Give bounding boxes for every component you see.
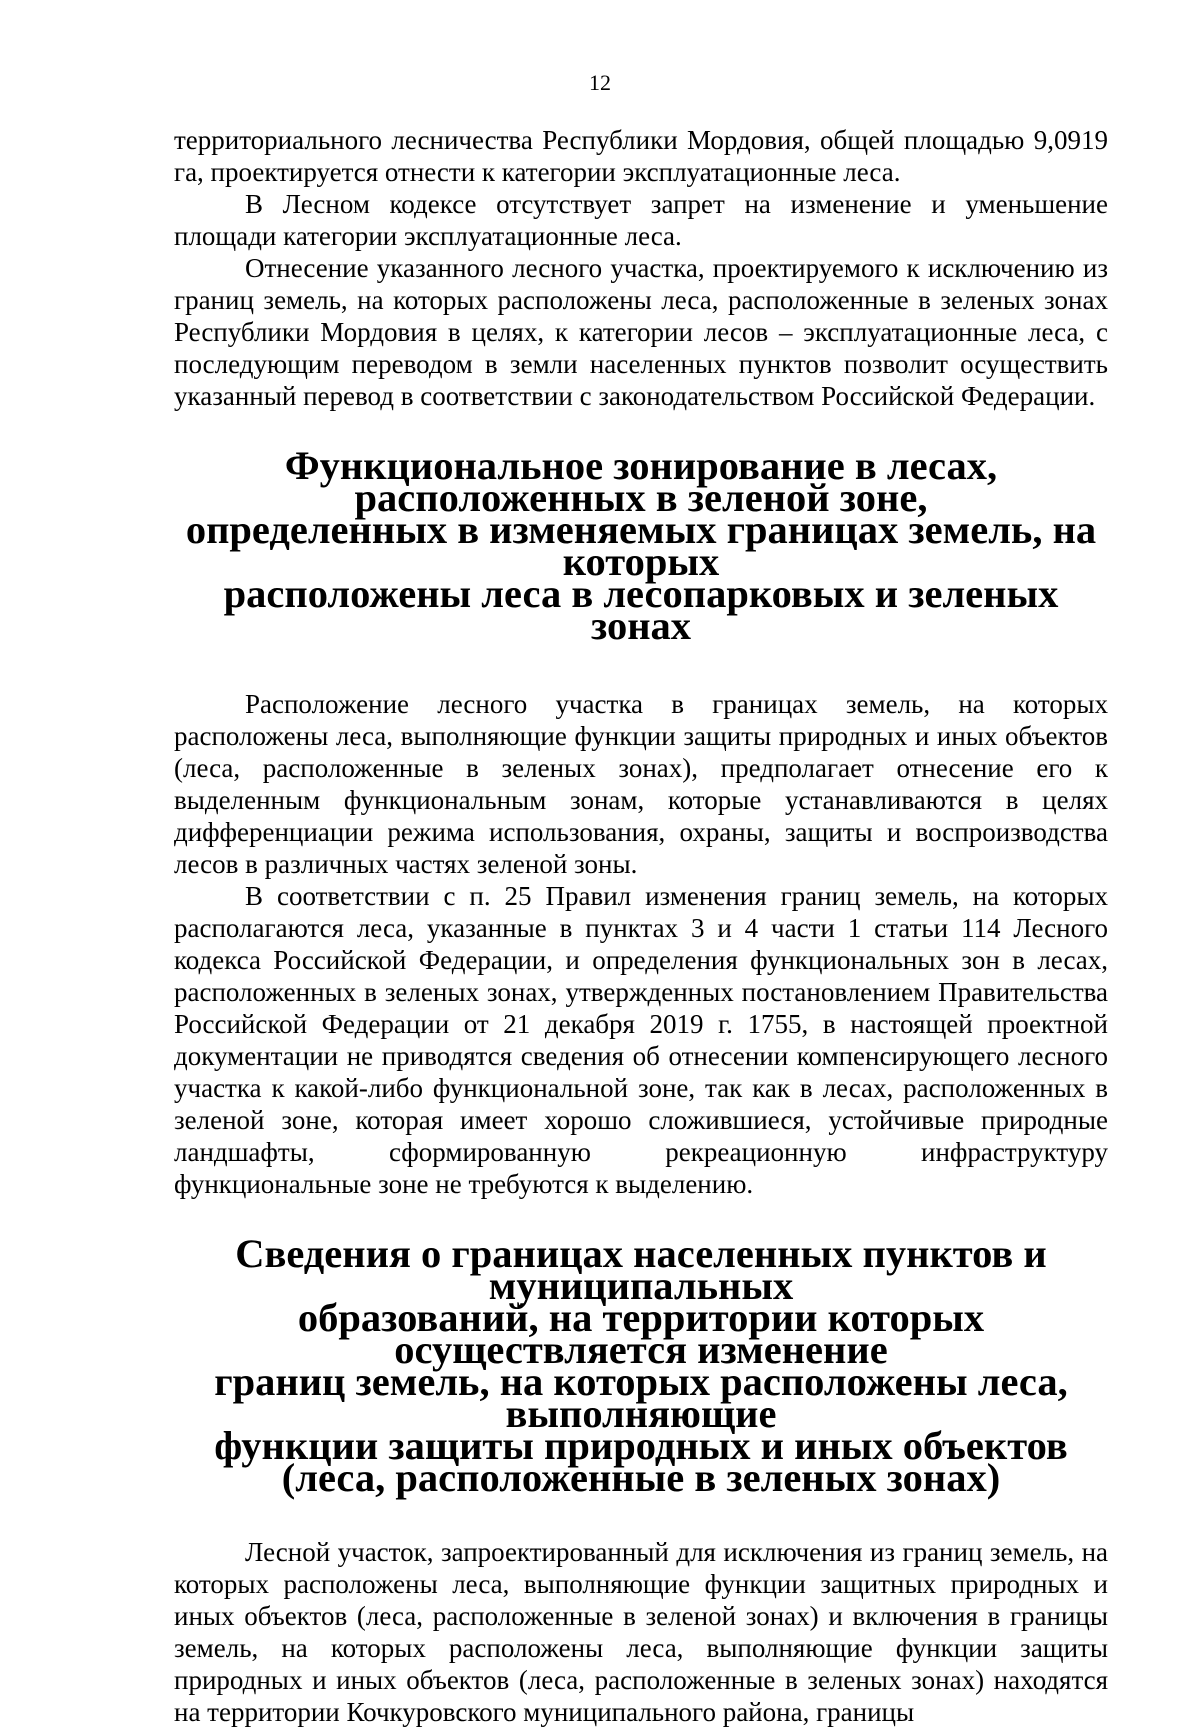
heading-line: Функциональное зонирование в лесах, расположенных в зеленой зоне, [284,443,998,520]
section-heading-boundaries [174,1231,1108,1500]
heading-line: определенных в изменяемых границах земель, на которых [185,507,1097,584]
heading-line: (леса, расположенные в зеленых зонах) [281,1455,1001,1500]
heading-line: Сведения о границах населенных пунктов и муниципальных [235,1231,1047,1308]
document-body [174,124,1108,1728]
page-number: 12 [589,70,611,95]
paragraph: В Лесном кодексе отсутствует запрет на изменение и уменьшение площади категории эксплуатационные леса. [174,189,1108,251]
heading-line: функции защиты природных и иных объектов [214,1423,1068,1468]
paragraph: Расположение лесного участка в границах земель, на которых расположены леса, выполняющие функции защиты природных и иных объектов (леса, расположенные в зеленых зонах), предполагает отнесение его к выделенным функциональным зонам, которые устанавливаются в целях дифференциации режима использования, охраны, защиты и воспроизводства лесов в различных частях зеленой зоны. [174,689,1108,879]
section-heading-functional-zoning [174,443,1108,648]
heading-line: границ земель, на которых расположены леса, выполняющие [214,1359,1068,1436]
paragraph: Отнесение указанного лесного участка, проектируемого к исключению из границ земель, на которых расположены леса, расположенные в зеленых зонах Республики Мордовия в целях, к категории лесов – эксплуатационные леса, с последующим переводом в земли населенных пунктов позволит осуществить указанный перевод в соответствии с законодательством Российской Федерации. [174,253,1108,411]
paragraph-continuation: территориального лесничества Республики Мордовия, общей площадью 9,0919 га, проектируется отнести к категории эксплуатационные леса. [174,125,1108,187]
heading-line: образований, на территории которых осуществляется изменение [297,1295,985,1372]
paragraph: В соответствии с п. 25 Правил изменения границ земель, на которых располагаются леса, указанные в пунктах 3 и 4 части 1 статьи 114 Лесного кодекса Российской Федерации, и определения функциональных зон в лесах, расположенных в зеленых зонах, утвержденных постановлением Правительства Российской Федерации от 21 декабря 2019 г. 1755, в настоящей проектной документации не приводятся сведения об отнесении компенсирующего лесного участка к какой-либо функциональной зоне, так как в лесах, расположенных в зеленой зоне, которая имеет хорошо сложившиеся, устойчивые природные ландшафты, сформированную рекреационную инфраструктуру функциональные зоне не требуются к выделению. [174,881,1108,1199]
paragraph: Лесной участок, запроектированный для исключения из границ земель, на которых расположены леса, выполняющие функции защитных природных и иных объектов (леса, расположенные в зеленой зонах) и включения в границы земель, на которых расположены леса, выполняющие функции защиты природных и иных объектов (леса, расположенные в зеленых зонах) находятся на территории Кочкуровского муниципального района, границы [174,1537,1108,1727]
heading-line: расположены леса в лесопарковых и зеленых зонах [223,571,1059,648]
